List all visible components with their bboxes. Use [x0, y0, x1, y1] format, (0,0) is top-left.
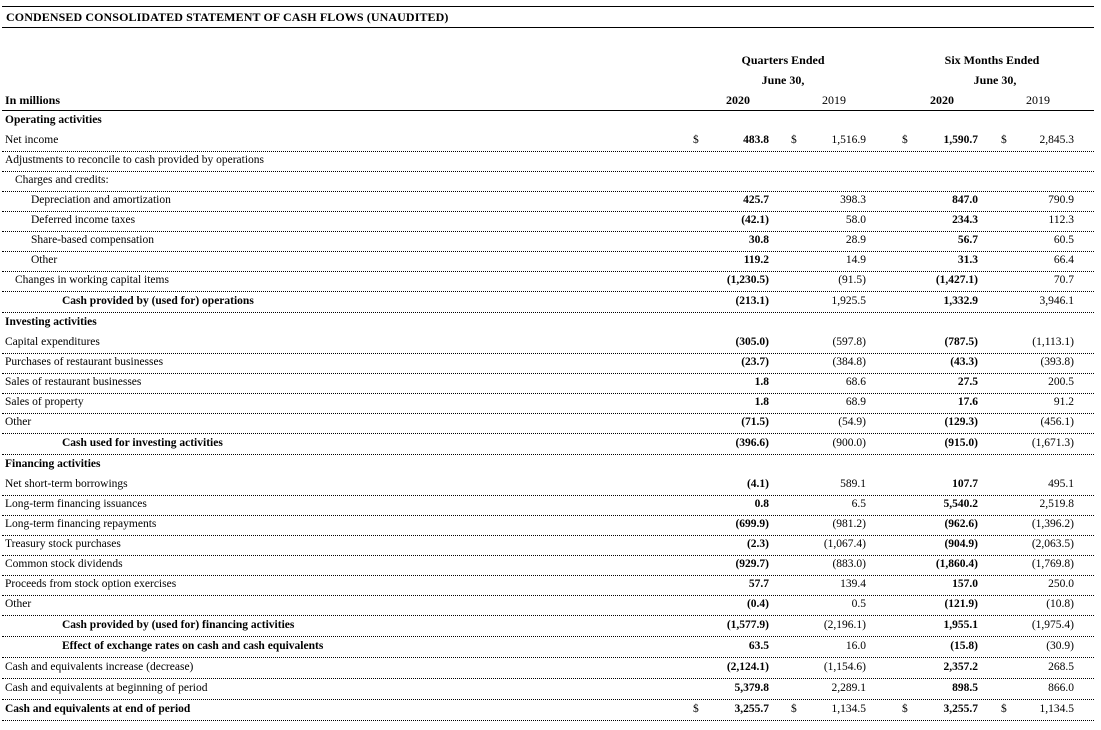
row-label: Cash used for investing activities: [62, 437, 223, 449]
value-cell: 2,845.3: [1039, 134, 1074, 146]
value-cell: 0.8: [754, 498, 769, 510]
table-row: [2, 191, 1094, 212]
row-label: Net income: [5, 134, 59, 146]
value-cell: 6.5: [851, 498, 866, 510]
currency-symbol: $: [693, 134, 699, 146]
value-cell: 157.0: [952, 578, 978, 590]
value-cell: 68.9: [845, 396, 866, 408]
row-label: Financing activities: [5, 458, 101, 470]
table-row: [2, 353, 1094, 374]
row-label: Sales of property: [5, 396, 84, 408]
value-cell: 790.9: [1048, 194, 1074, 206]
value-cell: 30.8: [748, 234, 769, 246]
value-cell: (1,577.9): [726, 619, 769, 631]
value-cell: 27.5: [957, 376, 978, 388]
value-cell: 1,134.5: [831, 703, 866, 715]
row-label: Long-term financing issuances: [5, 498, 147, 510]
row-label: Changes in working capital items: [15, 274, 169, 286]
value-cell: (384.8): [832, 356, 866, 368]
row-label: Treasury stock purchases: [5, 538, 121, 550]
table-row: [2, 515, 1094, 536]
value-cell: (305.0): [735, 336, 769, 348]
value-cell: 58.0: [845, 214, 866, 226]
value-cell: 112.3: [1048, 214, 1074, 226]
value-cell: 2,357.2: [943, 661, 978, 673]
table-row: [2, 455, 1094, 475]
value-cell: (2,196.1): [823, 619, 866, 631]
quarters-ended-header: Quarters Ended: [741, 53, 825, 67]
value-cell: 1,134.5: [1039, 703, 1074, 715]
value-cell: 268.5: [1048, 661, 1074, 673]
value-cell: 0.5: [851, 598, 866, 610]
statement-title: CONDENSED CONSOLIDATED STATEMENT OF CASH FLOWS (UNAUDITED): [6, 10, 449, 24]
value-cell: (1,113.1): [1032, 336, 1074, 348]
value-cell: 866.0: [1048, 682, 1074, 694]
value-cell: 1,516.9: [831, 134, 866, 146]
value-cell: 31.3: [957, 254, 978, 266]
value-cell: 66.4: [1053, 254, 1074, 266]
table-row: [2, 616, 1094, 637]
row-label: Sales of restaurant businesses: [5, 376, 142, 388]
value-cell: (42.1): [741, 214, 769, 226]
table-row: [2, 211, 1094, 232]
value-cell: 68.6: [845, 376, 866, 388]
value-cell: 1,332.9: [943, 295, 978, 307]
value-cell: (900.0): [832, 437, 866, 449]
row-label: Operating activities: [5, 114, 102, 126]
value-cell: (1,975.4): [1031, 619, 1074, 631]
table-row: [2, 231, 1094, 252]
row-label: Purchases of restaurant businesses: [5, 356, 164, 368]
year-header-6m-2020: 2020: [930, 93, 954, 107]
value-cell: (597.8): [832, 336, 866, 348]
value-cell: (71.5): [741, 416, 769, 428]
row-label: Investing activities: [5, 316, 97, 328]
table-row: [2, 111, 1094, 131]
value-cell: 119.2: [743, 254, 769, 266]
value-cell: 2,519.8: [1039, 498, 1074, 510]
row-label: Common stock dividends: [5, 558, 123, 570]
table-row: [2, 637, 1094, 658]
value-cell: (393.8): [1040, 356, 1074, 368]
six-months-ended-date: June 30,: [973, 73, 1017, 87]
row-label: Proceeds from stock option exercises: [5, 578, 177, 590]
value-cell: (4.1): [746, 478, 769, 490]
currency-symbol: $: [791, 703, 797, 715]
value-cell: 5,540.2: [943, 498, 978, 510]
table-row: [2, 292, 1094, 313]
row-label: Other: [5, 598, 32, 610]
value-cell: (929.7): [735, 558, 769, 570]
value-cell: (129.3): [944, 416, 978, 428]
value-cell: (904.9): [944, 538, 978, 550]
currency-symbol: $: [1001, 703, 1007, 715]
value-cell: (1,067.4): [823, 538, 866, 550]
value-cell: (883.0): [832, 558, 866, 570]
value-cell: 60.5: [1053, 234, 1074, 246]
value-cell: 28.9: [845, 234, 866, 246]
year-header-6m-2019: 2019: [1026, 93, 1050, 107]
table-row: [2, 151, 1094, 172]
row-label: Capital expenditures: [5, 336, 100, 348]
value-cell: (43.3): [950, 356, 978, 368]
value-cell: 200.5: [1048, 376, 1074, 388]
table-row: [2, 658, 1094, 679]
table-row: [2, 393, 1094, 414]
value-cell: (1,427.1): [935, 274, 978, 286]
row-label: Cash and equivalents at beginning of period: [5, 682, 208, 694]
row-label: Other: [5, 416, 32, 428]
value-cell: (1,769.8): [1031, 558, 1074, 570]
value-cell: 3,946.1: [1039, 295, 1074, 307]
value-cell: (1,396.2): [1031, 518, 1074, 530]
value-cell: 1,590.7: [943, 134, 978, 146]
value-cell: 17.6: [957, 396, 978, 408]
value-cell: 898.5: [952, 682, 978, 694]
value-cell: (1,671.3): [1031, 437, 1074, 449]
value-cell: 14.9: [845, 254, 866, 266]
value-cell: (91.5): [838, 274, 866, 286]
value-cell: (1,154.6): [823, 661, 866, 673]
value-cell: (1,230.5): [726, 274, 769, 286]
table-row: [2, 679, 1094, 700]
value-cell: (915.0): [944, 437, 978, 449]
row-label: Cash and equivalents at end of period: [5, 703, 191, 715]
value-cell: 1,925.5: [831, 295, 866, 307]
currency-symbol: $: [902, 134, 908, 146]
table-row: [2, 434, 1094, 455]
year-header-q-2020: 2020: [726, 93, 750, 107]
table-row: [2, 333, 1094, 354]
value-cell: 70.7: [1053, 274, 1074, 286]
table-row: [2, 495, 1094, 516]
value-cell: 139.4: [840, 578, 866, 590]
value-cell: (0.4): [746, 598, 769, 610]
statement-title-bar: [2, 6, 1094, 28]
value-cell: (699.9): [735, 518, 769, 530]
table-row: [2, 251, 1094, 272]
value-cell: (1,860.4): [935, 558, 978, 570]
table-row: [2, 535, 1094, 556]
value-cell: 425.7: [743, 194, 769, 206]
value-cell: (10.8): [1046, 598, 1074, 610]
value-cell: 107.7: [952, 478, 978, 490]
value-cell: (962.6): [944, 518, 978, 530]
units-label: In millions: [5, 93, 61, 107]
value-cell: 57.7: [748, 578, 769, 590]
row-label: Cash provided by (used for) financing activities: [62, 619, 295, 631]
value-cell: (121.9): [944, 598, 978, 610]
table-row: [2, 313, 1094, 333]
row-label: Cash provided by (used for) operations: [62, 295, 254, 307]
year-header-q-2019: 2019: [822, 93, 846, 107]
currency-symbol: $: [791, 134, 797, 146]
row-label: Deferred income taxes: [31, 214, 136, 226]
table-row: [2, 595, 1094, 616]
value-cell: (2.3): [746, 538, 769, 550]
value-cell: (787.5): [944, 336, 978, 348]
table-row: [2, 700, 1094, 721]
table-row: [2, 131, 1094, 152]
table-row: [2, 413, 1094, 434]
row-label: Effect of exchange rates on cash and cash equivalents: [62, 640, 324, 652]
row-label: Net short-term borrowings: [5, 478, 128, 490]
table-row: [2, 171, 1094, 192]
value-cell: 5,379.8: [734, 682, 769, 694]
six-months-ended-header: Six Months Ended: [944, 53, 1040, 67]
value-cell: (396.6): [735, 437, 769, 449]
value-cell: (456.1): [1040, 416, 1074, 428]
row-label: Other: [31, 254, 58, 266]
table-row: [2, 575, 1094, 596]
value-cell: 91.2: [1053, 396, 1074, 408]
currency-symbol: $: [693, 703, 699, 715]
value-cell: 1,955.1: [943, 619, 978, 631]
value-cell: 16.0: [845, 640, 866, 652]
value-cell: 589.1: [840, 478, 866, 490]
row-label: Depreciation and amortization: [31, 194, 171, 206]
row-label: Long-term financing repayments: [5, 518, 157, 530]
quarters-ended-date: June 30,: [761, 73, 805, 87]
value-cell: (2,063.5): [1031, 538, 1074, 550]
table-row: [2, 373, 1094, 394]
row-label: Cash and equivalents increase (decrease): [5, 661, 194, 673]
value-cell: (981.2): [832, 518, 866, 530]
value-cell: 63.5: [748, 640, 769, 652]
value-cell: (23.7): [741, 356, 769, 368]
currency-symbol: $: [902, 703, 908, 715]
value-cell: 250.0: [1048, 578, 1074, 590]
currency-symbol: $: [1001, 134, 1007, 146]
value-cell: (54.9): [838, 416, 866, 428]
value-cell: 2,289.1: [831, 682, 866, 694]
table-row: [2, 555, 1094, 576]
value-cell: 847.0: [952, 194, 978, 206]
value-cell: 495.1: [1048, 478, 1074, 490]
value-cell: 234.3: [952, 214, 978, 226]
table-row: [2, 271, 1094, 292]
value-cell: 3,255.7: [734, 703, 769, 715]
row-label: Charges and credits:: [15, 174, 109, 186]
value-cell: 56.7: [957, 234, 978, 246]
value-cell: 3,255.7: [943, 703, 978, 715]
value-cell: (30.9): [1046, 640, 1074, 652]
value-cell: (213.1): [735, 295, 769, 307]
value-cell: 483.8: [743, 134, 769, 146]
table-row: [2, 475, 1094, 496]
row-label: Adjustments to reconcile to cash provided by operations: [5, 154, 265, 166]
value-cell: (2,124.1): [726, 661, 769, 673]
value-cell: 1.8: [754, 396, 769, 408]
value-cell: 1.8: [754, 376, 769, 388]
value-cell: (15.8): [950, 640, 978, 652]
value-cell: 398.3: [840, 194, 866, 206]
row-label: Share-based compensation: [31, 234, 154, 246]
